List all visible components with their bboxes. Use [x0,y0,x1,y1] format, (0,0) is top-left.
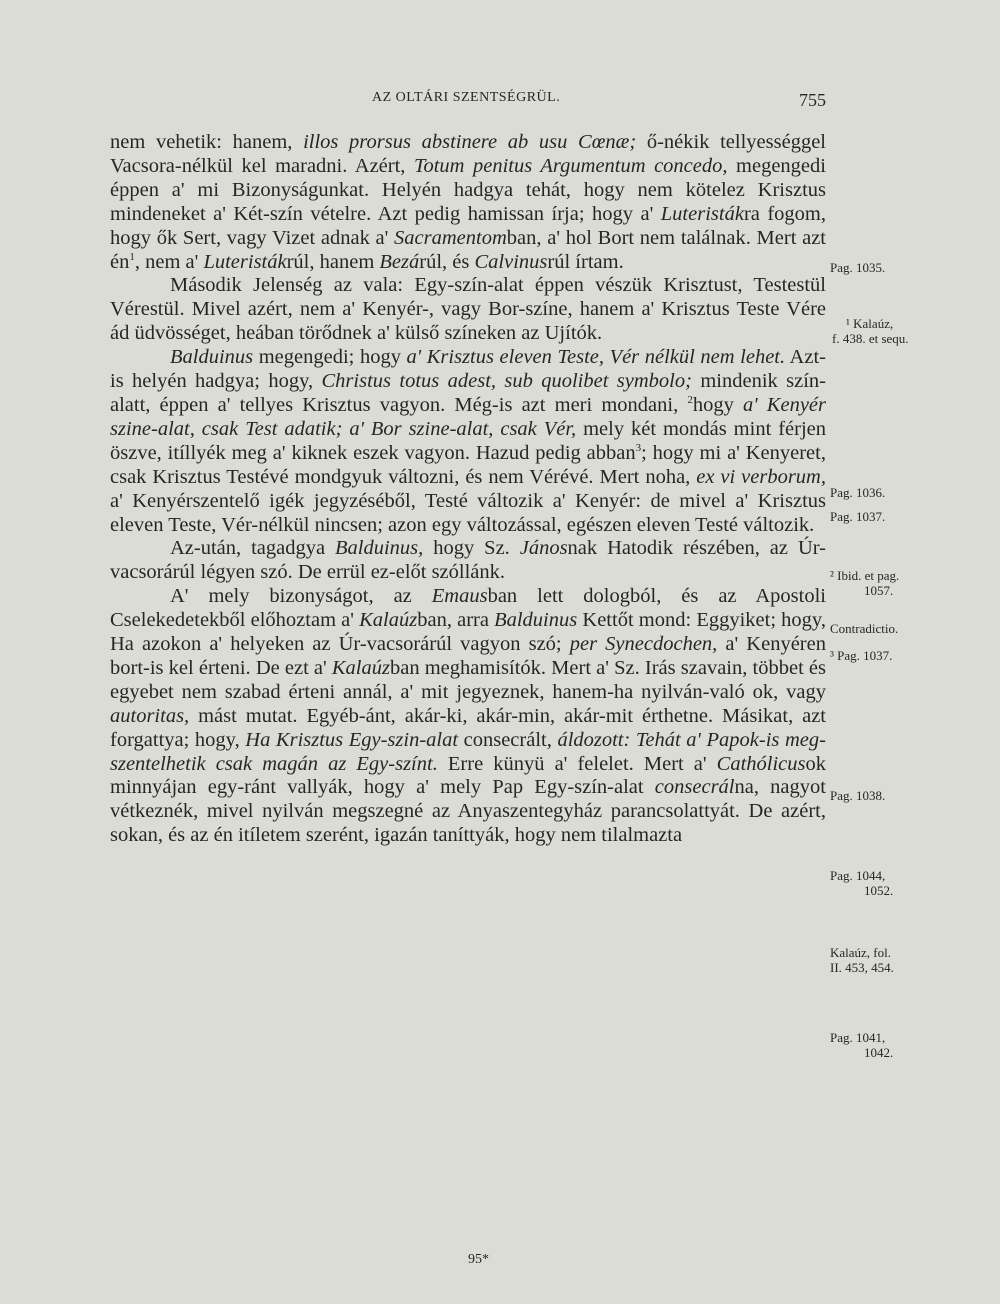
italic-text: autoritas, [110,704,190,727]
italic-text: Balduinus, [335,537,424,560]
italic-text: Luteristák [660,202,744,225]
italic-text: consecrál [654,776,735,799]
margin-note-line: Pag. 1037. [830,509,886,524]
paragraph [110,346,826,537]
italic-text: Kalaúz [331,656,390,679]
margin-note-line: ¹ Kalaúz, [846,316,894,331]
paragraph [110,131,826,274]
italic-text: Christus totus adest, sub quolibet symbolo; [321,370,692,393]
text-run: megengedi; hogy [253,346,407,369]
text-run: nem vehetik: hanem, [110,131,304,153]
text-run: Erre künyü a' felelet. Mert a' [437,752,717,775]
text-run: nak Hatodik részében, az Úr-vacsorárúl légyen szó. De errül ez-előt szóllánk. [110,537,826,584]
margin-note-line: II. 453, 454. [830,960,894,975]
page-number: 755 [799,90,826,110]
margin-note-line: 1042. [864,1045,894,1060]
italic-text: per Synecdochen, [569,633,718,656]
italic-text: a' Krisztus eleven Teste, Vér nélkül nem lehet. [406,346,786,369]
footnote-ref: 2 [687,394,693,407]
body-text [110,131,826,848]
text-run: hogy [692,393,744,416]
italic-text: Cathólicus [716,752,806,775]
margin-note-line: ² Ibid. et pag. [830,568,900,583]
italic-text: Ha Krisztus Egy-szin-alat [245,728,459,751]
italic-text: Emaus [431,585,488,608]
italic-text: Sacramentom [394,226,507,249]
margin-note-line: Kalaúz, fol. [830,945,892,960]
margin-note [830,648,892,663]
margin-note-line: Pag. 1038. [830,788,886,803]
italic-text: áldozott: Tehát a' Papok-is megszentelhetik csak magán az Egy-színt. [110,728,826,775]
text-run: rúl írtam. [547,250,624,273]
text-run: ban, arra [417,609,495,632]
margin-note [830,260,885,275]
text-run: na, nagyot vétkeznék, mivel nyilván megszegné az Anyaszentegyház parancsolattyát. De azért, sokan, és az én itíletem szerént, igazán taníttyák, hogy nem tilalmazta [110,776,826,847]
text-run: mást mutat. Egyéb-ánt, akár-ki, akár-min, akár-mit érthetne. Másikat, azt forgattya; hogy, [110,704,826,751]
text-run: Azt-is helyén hadgya; hogy, [110,346,826,393]
italic-text: Kalaúz [359,609,418,632]
page-header [110,90,826,116]
margin-note [830,485,885,500]
paragraph [110,585,826,848]
text-run: ; hogy mi a' Kenyeret, csak Krisztus Testévé mondgyuk változni, és nem Vérévé. Mert noha, [110,441,826,488]
margin-note-line: Contradictio. [830,621,899,636]
text-run: ő-nékik tellyességgel Vacsora-nélkül kel maradni. Azért, [110,131,826,177]
italic-text: a' Kenyér szine-alat, csak Test adatik; a' Bor szine-alat, csak Vér, [110,393,826,440]
margin-note [830,316,909,346]
margin-note [830,1030,893,1060]
paragraph [110,537,826,585]
running-title: AZ OLTÁRI SZENTSÉGRÜL. [372,90,561,105]
text-run: hogy Sz. [423,537,520,560]
italic-text: Bezá [379,250,420,273]
margin-note [830,868,893,898]
text-run: mely két mondás mint férjen öszve, itíllyék meg a' kiknek eszek vagyon. Hazud pedig abban [110,417,826,464]
text-run: , nem a' [134,250,204,273]
text-run: a' Kenyéren bort-is kel érteni. De ezt a' [110,633,826,679]
margin-note-line: Pag. 1036. [830,485,886,500]
italic-text: Totum penitus Argumentum concedo, [413,154,728,177]
italic-text: Luteristák [203,250,287,273]
text-run: Az-után, tagadgya [170,537,336,560]
margin-note [830,621,898,636]
text-run: Kettőt mond: Eggyiket; hogy, Ha azokon a' helyeken az Úr-vacsorárúl vagyon szó; [110,609,826,656]
text-run: megengedi éppen a' mi Bizonyságunkat. Helyén hadgya tehát, hogy nem kötelez Krisztus mindeneket a' Két-szín vételre. Azt pedig hamissan írja; hogy a' [110,154,826,225]
margin-note-line: Pag. 1044, [830,868,886,883]
text-run: rúl, és [419,250,475,273]
paragraph [110,274,826,346]
signature-mark: 95* [468,1252,489,1267]
italic-text: Calvinus [474,250,548,273]
text-run: mindenik szín-alatt, éppen a' tellyes Krisztus vagyon. Még-is azt meri mondani, [110,370,826,416]
footnote-ref: 1 [129,250,135,263]
text-run: Második Jelenség az vala: Egy-szín-alat éppen vészük Krisztust, Testestül Vérestül. Mivel azért, nem a' Kenyér-, vagy Bor-színe, hanem a' Krisztus Teste Vére ád üdvösséget, heában törődnek a' külső színeken az Ujítók. [110,274,826,345]
margin-note-line: 1052. [864,883,894,898]
margin-note-line: f. 438. et sequ. [832,331,909,346]
margin-note [830,568,899,598]
text-run: consecrált, [458,728,558,751]
margin-note [830,509,885,524]
text-run: ban meghamisítók. Mert a' Sz. Irás szavain, többet és egyebet nem szabad érteni annál, a' mit jegyeznek, hanem-ha nyilván-való ok, vagy [110,656,826,703]
margin-note-line: 1057. [864,583,894,598]
text-run: rúl, hanem [286,250,380,273]
footnote-ref: 3 [635,441,642,454]
italic-text: ex vi verborum, [696,465,826,488]
margin-note-line: Pag. 1035. [830,260,886,275]
margin-note-line: Pag. 1041, [830,1030,886,1045]
italic-text: illos prorsus abstinere ab usu Cœnæ; [303,131,637,153]
text-run: ok minnyájan egy-ránt vallyák, hogy a' mely Pap Egy-szín-alat [110,752,827,799]
margin-note-line: ³ Pag. 1037. [830,648,893,663]
italic-text: János [519,537,568,560]
text-run: ra fogom, hogy ők Sert, vagy Vizet adnak a' [110,202,827,249]
italic-text: Balduinus [494,609,578,632]
text-run: a' Kenyérszentelő igék jegyzéséből, Testé változik a' Kenyér: de mivel a' Krisztus eleven Teste, Vér-nélkül nincsen; azon egy változással, egészen eleven Testé változik. [110,489,826,536]
text-run: ban lett dologból, és az Apostoli Cselekedetekből előhoztam a' [110,585,826,632]
text-run: A' mely bizonyságot, az [170,585,432,608]
italic-text: Balduinus [170,346,254,369]
text-run: ban, a' hol Bort nem találnak. Mert azt én [110,226,826,273]
margin-note [830,945,894,975]
margin-note [830,788,885,803]
